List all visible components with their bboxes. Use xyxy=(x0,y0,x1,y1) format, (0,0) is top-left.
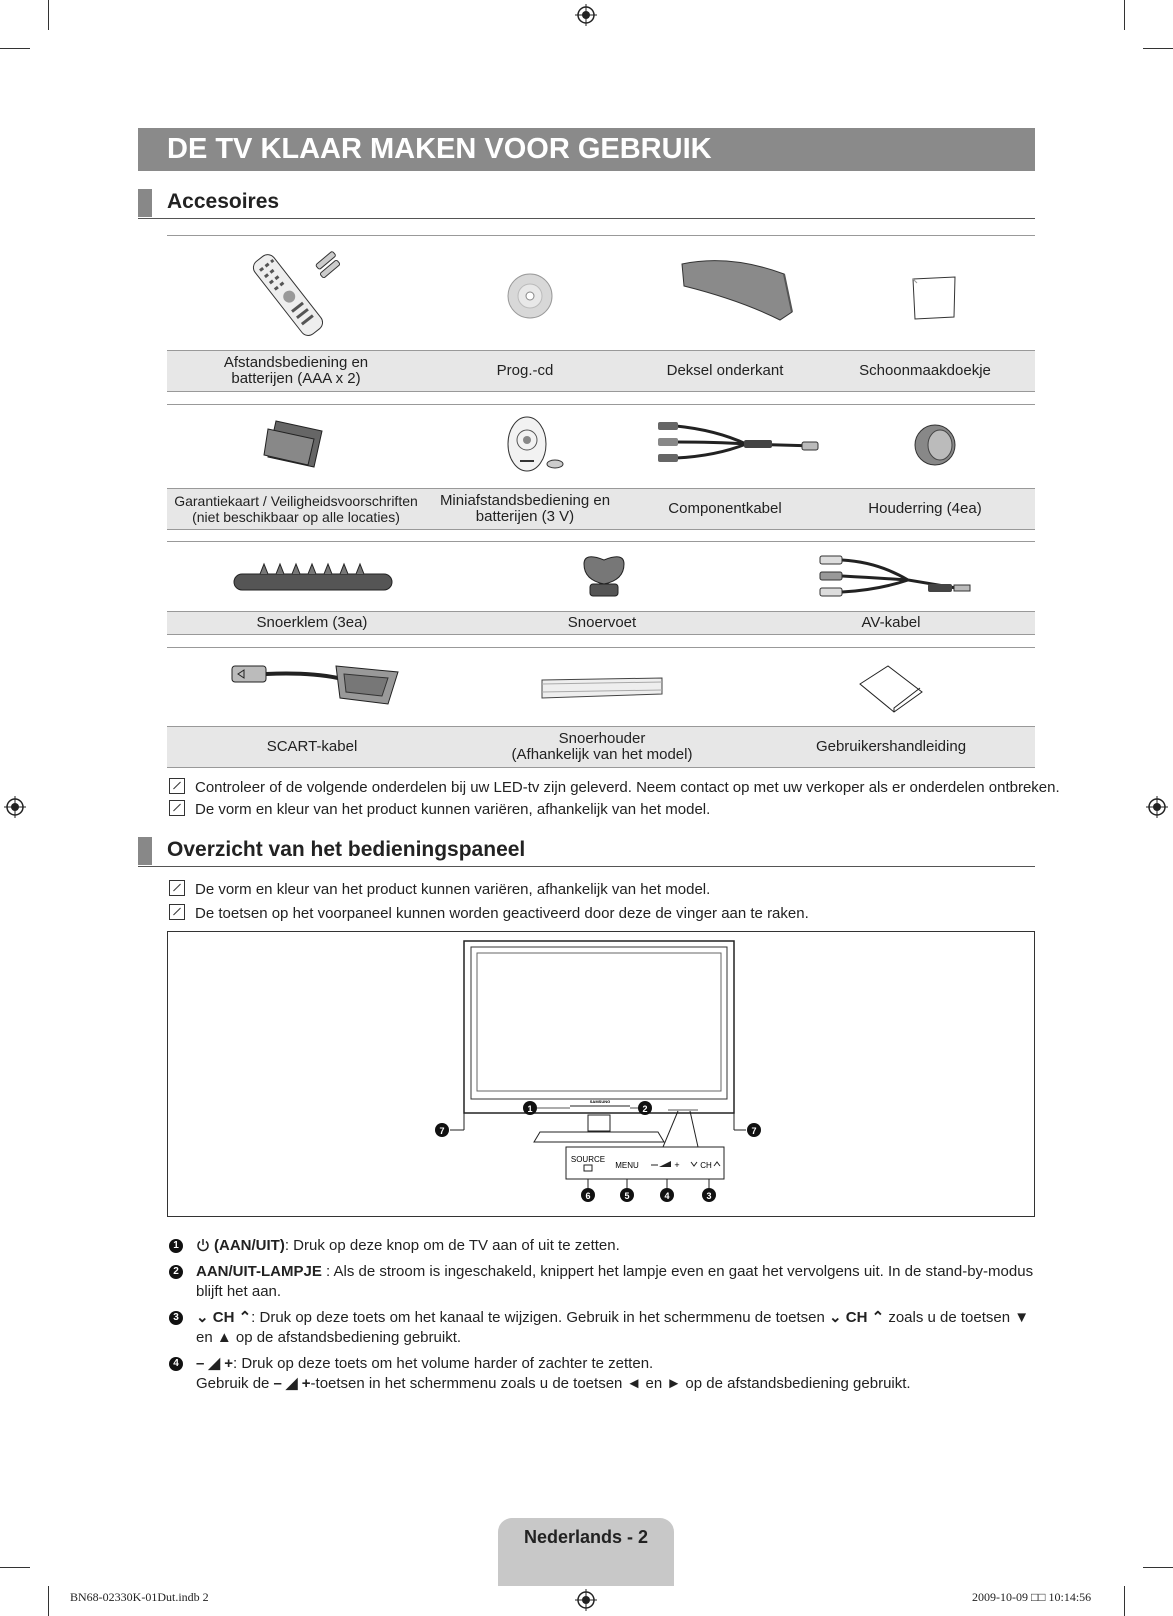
svg-text:7: 7 xyxy=(751,1126,757,1136)
accessory-label: Snoerhouder (Afhankelijk van het model) xyxy=(511,730,693,763)
svg-text:3: 3 xyxy=(706,1191,712,1201)
cd-illustration xyxy=(506,272,554,320)
accessory-label: Deksel onderkant xyxy=(666,362,784,379)
warranty-card-illustration xyxy=(262,419,324,469)
crop-mark xyxy=(0,48,30,49)
tv-front-illustration xyxy=(168,932,1034,1216)
row-divider xyxy=(167,647,1035,648)
note-icon xyxy=(169,880,185,896)
accessory-label: Snoervoet xyxy=(567,614,637,631)
note-icon xyxy=(169,904,185,920)
marker-4 xyxy=(660,1188,674,1202)
mini-remote-illustration xyxy=(503,414,565,474)
note: Controleer of de volgende onderdelen bij uw LED-tv zijn geleverd. Neem contact op met uw verkoper als er onderdelen ontbreken. xyxy=(169,778,1060,797)
marker-7-left xyxy=(435,1123,449,1137)
accessory-label: SCART-kabel xyxy=(266,738,358,755)
chevron-down-icon: ⌄ xyxy=(828,1309,842,1326)
section-heading-accessories xyxy=(138,188,1035,219)
note-icon xyxy=(169,800,185,816)
source-label: SOURCE xyxy=(570,1155,606,1164)
marker-3 xyxy=(702,1188,716,1202)
registration-mark-icon xyxy=(575,4,597,26)
accessory-label-row xyxy=(167,350,1035,392)
note: De vorm en kleur van het product kunnen variëren, afhankelijk van het model. xyxy=(169,800,710,819)
note: De toetsen op het voorpaneel kunnen worden geactiveerd door deze de vinger aan te raken. xyxy=(169,904,809,923)
heading-bar xyxy=(138,837,152,865)
accessory-label: Afstandsbediening en batterijen (AAA x 2) xyxy=(223,354,369,387)
item-number: 2 xyxy=(169,1265,183,1279)
tv-brand-text: SAMSUNG xyxy=(589,1099,611,1104)
accessory-label: Componentkabel xyxy=(668,500,782,517)
registration-mark-icon xyxy=(1146,796,1168,818)
item-number: 4 xyxy=(169,1357,183,1371)
marker-7-right xyxy=(747,1123,761,1137)
accessory-label-row xyxy=(167,611,1035,635)
power-icon xyxy=(196,1238,210,1252)
crop-mark xyxy=(48,0,49,30)
svg-text:2: 2 xyxy=(642,1104,648,1114)
file-slug: BN68-02330K-01Dut.indb 2 xyxy=(70,1590,209,1604)
note-icon xyxy=(169,778,185,794)
panel-item-2: 2 AAN/UIT-LAMPJE : Als de stroom is ingeschakeld, knippert het lampje even en gaat het vervolgens uit. In de stand-by-modus blijft het aan. xyxy=(169,1262,1035,1302)
volume-icon: – ◢ + xyxy=(273,1375,311,1392)
holder-ring-illustration xyxy=(912,422,958,468)
page-number-tab: Nederlands - 2 xyxy=(498,1518,674,1586)
row-divider xyxy=(167,235,1035,236)
page-title: DE TV KLAAR MAKEN VOOR GEBRUIK xyxy=(138,128,1035,171)
accessory-label: Houderring (4ea) xyxy=(868,500,982,517)
note: De vorm en kleur van het product kunnen variëren, afhankelijk van het model. xyxy=(169,880,710,899)
svg-text:+: + xyxy=(674,1160,680,1170)
marker-1 xyxy=(523,1101,537,1115)
svg-text:1: 1 xyxy=(527,1104,533,1114)
accessory-label: Garantiekaart / Veiligheidsvoorschriften (niet beschikbaar op alle locaties) xyxy=(174,493,418,525)
chevron-down-icon: ⌄ xyxy=(196,1309,209,1326)
item-number: 1 xyxy=(169,1239,183,1253)
ch-label: CH xyxy=(700,1161,712,1170)
remote-control-illustration xyxy=(245,246,345,342)
volume-icon: – ◢ + xyxy=(196,1355,233,1372)
cleaning-cloth-illustration xyxy=(910,274,958,322)
accessory-label: Schoonmaakdoekje xyxy=(859,362,991,379)
heading-bar xyxy=(138,189,152,217)
marker-6 xyxy=(581,1188,595,1202)
user-manual-illustration xyxy=(858,664,924,714)
registration-mark-icon xyxy=(575,1589,597,1611)
component-cable-illustration xyxy=(656,420,826,468)
section-heading-panel xyxy=(138,836,1035,867)
crop-mark xyxy=(1124,0,1125,30)
chevron-up-icon: ⌃ xyxy=(238,1309,252,1326)
accessory-label: Snoerklem (3ea) xyxy=(256,614,368,631)
marker-2 xyxy=(638,1101,652,1115)
date-slug: 2009-10-09 □□ 10:14:56 xyxy=(972,1590,1092,1604)
svg-text:6: 6 xyxy=(585,1191,591,1201)
cable-stand-illustration xyxy=(578,550,630,600)
item-number: 3 xyxy=(169,1311,183,1325)
panel-item-4: 4 – ◢ +: Druk op deze toets om het volume harder of zachter te zetten. Gebruik de – ◢ +-toetsen in het schermmenu zoals u de toetsen ◄ en ► op de afstandsbediening gebruikt. xyxy=(169,1354,1035,1394)
accessory-label: Prog.-cd xyxy=(496,362,554,379)
cable-clamp-illustration xyxy=(232,560,394,594)
registration-mark-icon xyxy=(4,796,26,818)
svg-text:4: 4 xyxy=(664,1191,670,1201)
svg-text:7: 7 xyxy=(439,1126,445,1136)
accessory-label-row xyxy=(167,726,1035,768)
accessory-label-row xyxy=(167,488,1035,530)
svg-text:5: 5 xyxy=(624,1191,630,1201)
crop-mark xyxy=(1143,1567,1173,1568)
crop-mark xyxy=(1124,1586,1125,1616)
accessory-label: AV-kabel xyxy=(861,614,921,631)
section-heading-text: Overzicht van het bedieningspaneel xyxy=(167,838,526,861)
cable-holder-illustration xyxy=(538,676,666,700)
accessory-label: Miniafstandsbediening en batterijen (3 V) xyxy=(439,492,611,525)
crop-mark xyxy=(48,1586,49,1616)
section-heading-text: Accesoires xyxy=(167,190,280,213)
control-panel-diagram xyxy=(167,931,1035,1217)
marker-5 xyxy=(620,1188,634,1202)
row-divider xyxy=(167,541,1035,542)
chevron-up-icon: ⌃ xyxy=(871,1309,885,1326)
crop-mark xyxy=(0,1567,30,1568)
scart-cable-illustration xyxy=(228,660,404,712)
crop-mark xyxy=(1143,48,1173,49)
menu-label: MENU xyxy=(615,1161,639,1170)
row-divider xyxy=(167,404,1035,405)
av-cable-illustration xyxy=(818,554,972,600)
stand-cover-illustration xyxy=(680,258,794,324)
panel-item-3: 3 ⌄ CH ⌃: Druk op deze toets om het kanaal te wijzigen. Gebruik in het schermmenu de toetsen ⌄ CH ⌃ zoals u de toetsen ▼ en ▲ op de afstandsbediening gebruikt. xyxy=(169,1308,1035,1348)
panel-item-1: 1 (AAN/UIT): Druk op deze knop om de TV aan of uit te zetten. xyxy=(169,1236,1035,1256)
accessory-label: Gebruikershandleiding xyxy=(815,738,967,755)
